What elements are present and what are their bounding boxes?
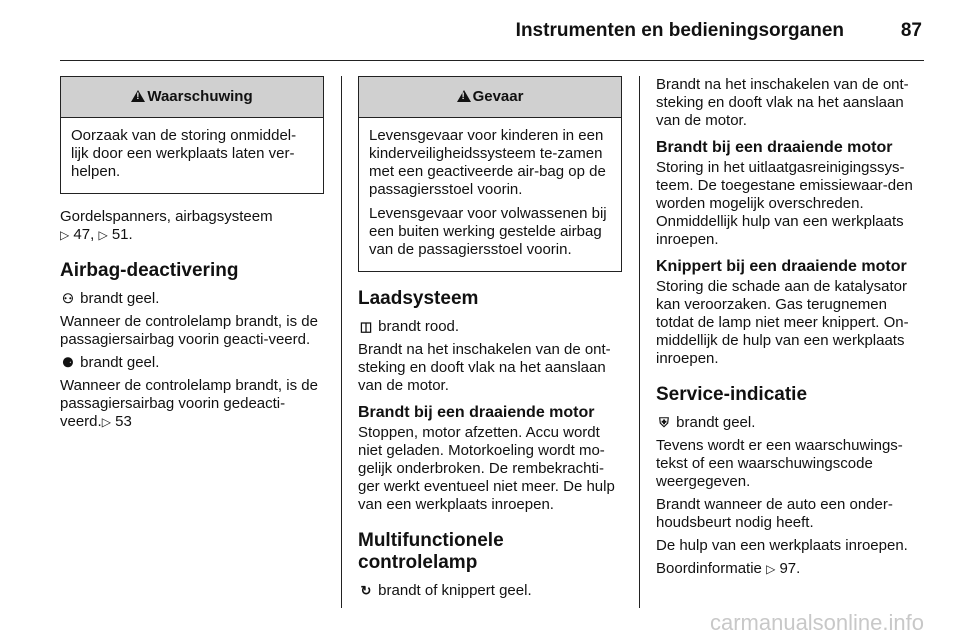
danger-box-title: Gevaar	[472, 88, 524, 105]
warning-box	[60, 76, 324, 194]
heading-knippert: Knippert bij een draaiende motor	[656, 258, 907, 275]
service-ref-label: Boordinformatie	[656, 560, 762, 577]
wrench-car-icon: ⛨	[659, 415, 669, 430]
laad-text: Brandt na het inschakelen van de ont-steking en dooft vlak na het aanslaan van de motor.	[358, 341, 611, 394]
airbag-off-text: Wanneer de controlelamp brandt, is de passagiersairbag voorin gedeacti-veerd.	[60, 377, 318, 430]
page-header	[60, 18, 924, 46]
heading-service-indicatie: Service-indicatie	[656, 384, 808, 405]
laad-status	[358, 318, 622, 336]
column-2	[358, 76, 622, 605]
warning-triangle-icon	[131, 90, 145, 102]
column-divider-1	[341, 76, 342, 608]
page-ref-icon: ▷	[766, 562, 776, 576]
header-divider	[60, 60, 924, 61]
airbag-system-label: Gordelspanners, airbagsysteem	[60, 208, 273, 225]
airbag-on-icon: ⚇	[62, 291, 74, 306]
airbag-off-paragraph	[60, 377, 324, 431]
page-ref-icon: ▷	[60, 228, 70, 242]
warning-box-header	[61, 77, 323, 118]
column-1	[60, 76, 324, 436]
danger-box-header	[359, 77, 621, 118]
airbag-off-status	[60, 354, 324, 372]
page-number: 87	[900, 20, 922, 41]
battery-icon: ◫	[359, 319, 373, 334]
multi-status	[358, 582, 622, 600]
danger-box-text-1: Levensgevaar voor kinderen in een kinderveiligheidssysteem te-zamen met een geactiveerde air-bag op de passagiersstoel voorin.	[369, 127, 606, 198]
service-text-1: Tevens wordt er een waarschuwings-tekst of een waarschuwingscode weergegeven.	[656, 437, 903, 490]
multi-status-label: brandt of knippert geel.	[378, 582, 532, 599]
airbag-off-label: brandt geel.	[80, 354, 160, 371]
service-status-label: brandt geel.	[676, 414, 756, 431]
watermark: carmanualsonline.info	[709, 610, 924, 635]
page-ref-icon: ▷	[98, 228, 108, 242]
danger-box-text-2: Levensgevaar voor volwassenen bij een buiten werking gestelde airbag van de passagiersstoel voorin.	[369, 205, 607, 258]
heading-draaiende-motor: Brandt bij een draaiende motor	[358, 404, 595, 421]
engine-icon: ↻	[360, 583, 372, 598]
airbag-off-icon: ⚈	[62, 355, 74, 370]
page-ref-c[interactable]: 53	[115, 413, 132, 430]
airbag-on-status	[60, 290, 324, 308]
heading-multifunctionele: Multifunctionele controlelamp	[358, 530, 504, 573]
heading-draaiende-motor-2: Brandt bij een draaiende motor	[656, 139, 893, 156]
page-title: Instrumenten en bedieningsorganen	[515, 20, 844, 41]
airbag-system-ref	[60, 208, 324, 244]
column-3	[656, 76, 922, 583]
warning-box-text: Oorzaak van de storing onmiddel-lijk door een werkplaats laten ver-helpen.	[71, 127, 297, 180]
danger-box-body	[359, 118, 621, 271]
page-ref-a[interactable]: 47,	[73, 226, 95, 243]
page-ref-b[interactable]: 51.	[111, 226, 133, 243]
heading-laadsysteem: Laadsysteem	[358, 288, 479, 309]
service-text-3: De hulp van een werkplaats inroepen.	[656, 537, 908, 554]
warning-triangle-icon	[457, 90, 471, 102]
airbag-on-text: Wanneer de controlelamp brandt, is de passagiersairbag voorin geacti-veerd.	[60, 313, 318, 348]
motor-text-2: Storing in het uitlaatgasreinigingssys-teem. De toegestane emissiewaar-den worden mogelijk overschreden. Onmiddellijk hulp van een werkplaats inroepen.	[656, 159, 913, 248]
service-status	[656, 414, 922, 432]
service-ref	[656, 560, 922, 578]
warning-box-body	[61, 118, 323, 193]
knip-text: Storing die schade aan de katalysator kan veroorzaken. Gas terugnemen totdat de lamp niet meer knippert. On-middellijk de hulp van een werkplaats inroepen.	[656, 278, 909, 367]
airbag-on-label: brandt geel.	[80, 290, 160, 307]
warning-box-title: Waarschuwing	[147, 88, 253, 105]
heading-airbag-deactivering: Airbag-deactivering	[60, 260, 239, 281]
page-ref-d[interactable]: 97.	[779, 560, 801, 577]
laad-status-label: brandt rood.	[378, 318, 460, 335]
page-ref-icon: ▷	[101, 415, 111, 429]
column-divider-2	[639, 76, 640, 608]
danger-box	[358, 76, 622, 272]
motor-text: Stoppen, motor afzetten. Accu wordt niet geladen. Motorkoeling wordt mo-gelijk onderbroken. De rembekrachti-ger werkt eventueel niet meer. De hulp van een werkplaats inroepen.	[358, 424, 615, 513]
service-text-2: Brandt wanneer de auto een onder-houdsbeurt nodig heeft.	[656, 496, 893, 531]
intro-text: Brandt na het inschakelen van de ont-steking en dooft vlak na het aanslaan van de motor.	[656, 76, 909, 129]
